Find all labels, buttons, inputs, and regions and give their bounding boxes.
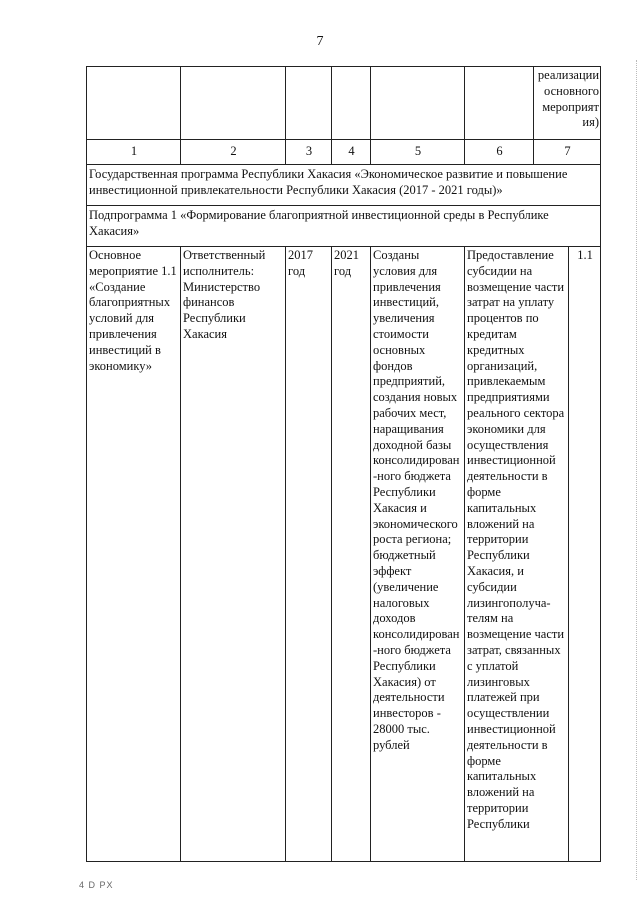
end-year-cell: 2021 год bbox=[332, 247, 371, 862]
table-cell bbox=[332, 67, 371, 140]
table-cell bbox=[371, 67, 465, 140]
table-cell bbox=[87, 67, 181, 140]
column-number: 6 bbox=[465, 140, 534, 165]
column-numbers-row bbox=[87, 140, 601, 165]
scan-edge-mark: 4 D PX bbox=[79, 880, 114, 890]
scan-edge-dots bbox=[636, 60, 637, 880]
column-number: 3 bbox=[286, 140, 332, 165]
subprogram-title: Подпрограмма 1 «Формирование благоприятной инвестиционной среды в Республике Хакасия» bbox=[87, 206, 601, 247]
column-number: 2 bbox=[181, 140, 286, 165]
activities-table bbox=[86, 66, 601, 862]
description-cell: Предоставление субсидии на возмещение части затрат на уплату процентов по кредитам кредитных организаций, привлекаемым предприятиями реального сектора экономики для осуществления инвестиционной деятельности в форме капитальных вложений на территории Республики Хакасия, и субсидии лизингополуча-телям на возмещение части затрат, связанных с уплатой лизинговых платежей при осуществлении инвестиционной деятельности в форме капитальных вложений на территории Республики bbox=[465, 247, 569, 862]
program-title-row bbox=[87, 165, 601, 206]
table-row bbox=[87, 247, 601, 862]
table-cell bbox=[286, 67, 332, 140]
column-number: 5 bbox=[371, 140, 465, 165]
column-number: 1 bbox=[87, 140, 181, 165]
expected-result-cell: Созданы условия для привлечения инвестиций, увеличения стоимости основных фондов предприятий, создания новых рабочих мест, наращивания доходной базы консолидирован-ного бюджета Республики Хакасия и экономического роста региона; бюджетный эффект (увеличение налоговых доходов консолидирован-ного бюджета Республики Хакасия) от деятельности инвесторов - 28000 тыс. рублей bbox=[371, 247, 465, 862]
program-title: Государственная программа Республики Хакасия «Экономическое развитие и повышение инвестиционной привлекательности Республики Хакасия (2017 - 2021 годы)» bbox=[87, 165, 601, 206]
page-number: 7 bbox=[316, 34, 324, 49]
table-cell bbox=[465, 67, 534, 140]
column-7-header-tail: реализации основного мероприятия) bbox=[534, 67, 601, 140]
table-cell bbox=[181, 67, 286, 140]
executor-cell: Ответственный исполнитель: Министерство финансов Республики Хакасия bbox=[181, 247, 286, 862]
subprogram-title-row bbox=[87, 206, 601, 247]
column-number: 4 bbox=[332, 140, 371, 165]
indicator-ref-cell: 1.1 bbox=[569, 247, 601, 862]
measure-cell: Основное мероприятие 1.1 «Создание благоприятных условий для привлечения инвестиций в экономику» bbox=[87, 247, 181, 862]
column-number: 7 bbox=[534, 140, 601, 165]
table-continuation-row bbox=[87, 67, 601, 140]
start-year-cell: 2017 год bbox=[286, 247, 332, 862]
